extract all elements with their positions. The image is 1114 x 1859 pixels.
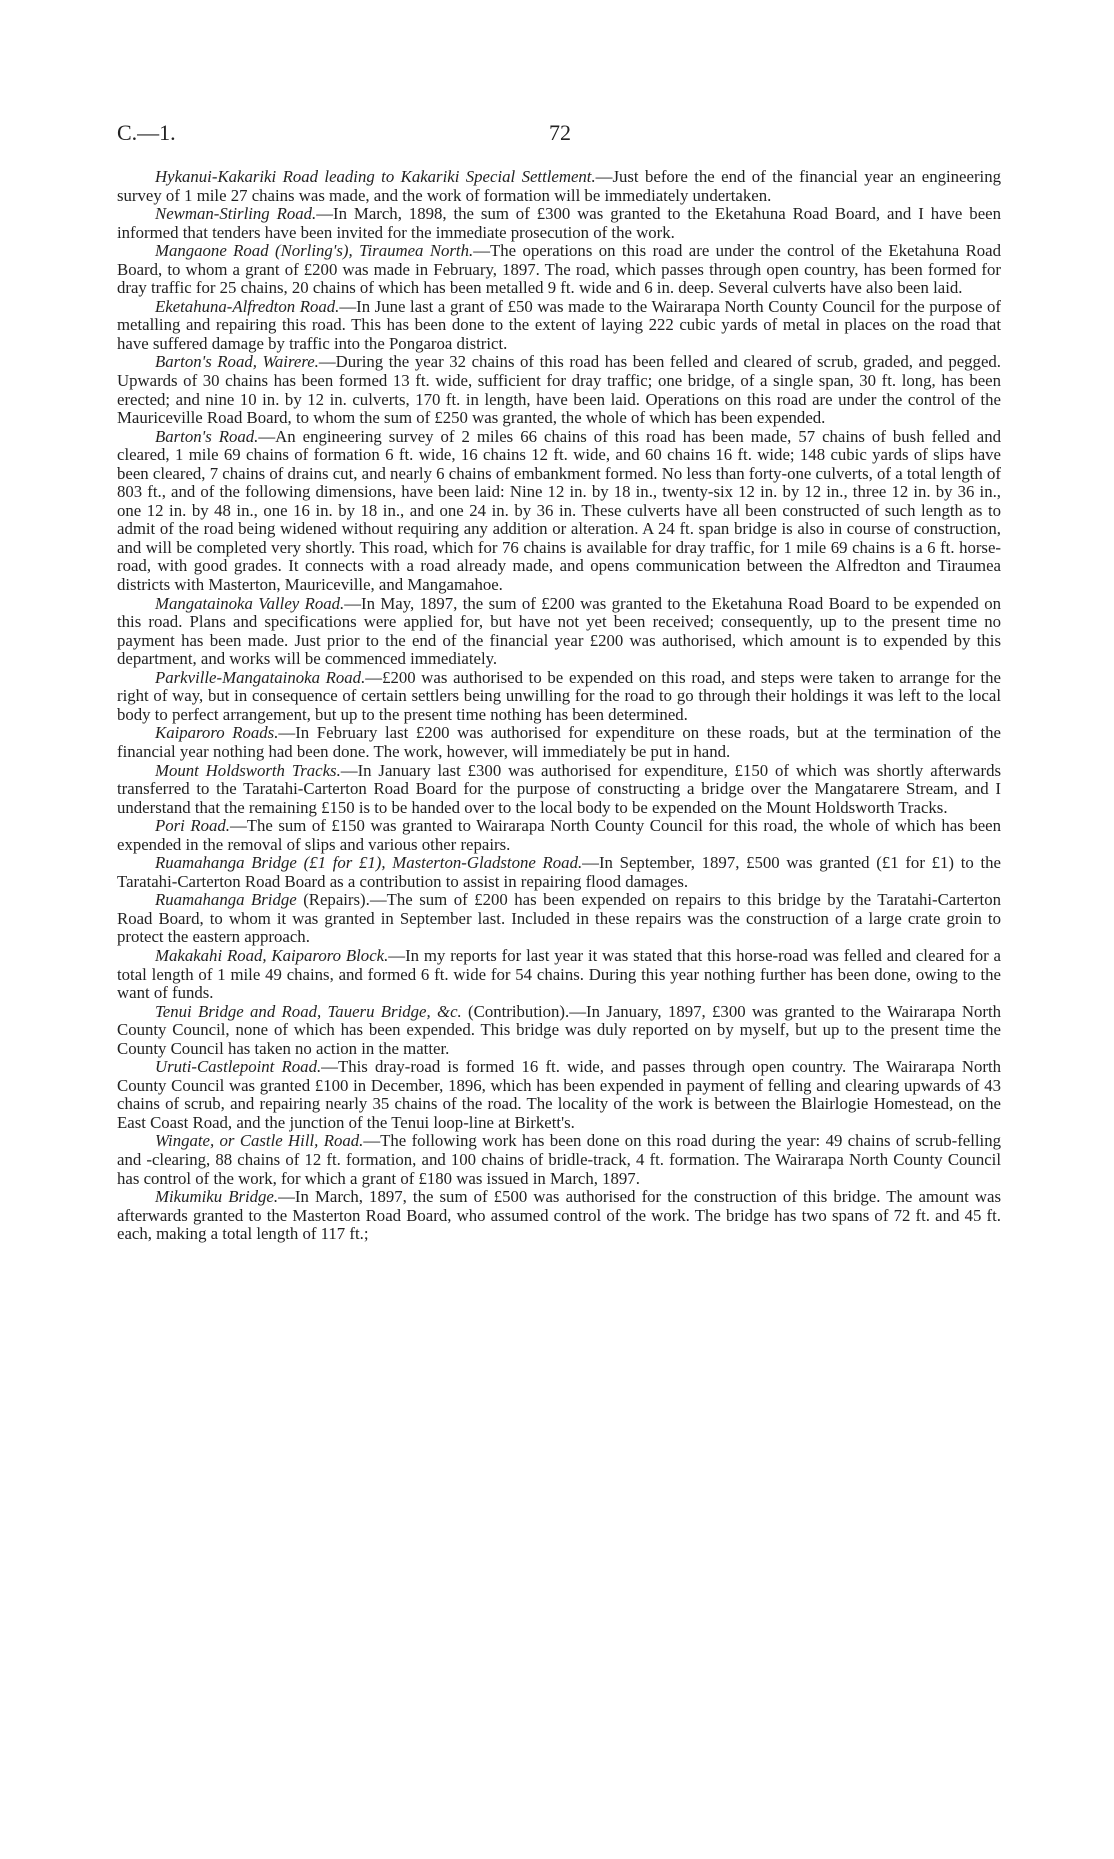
- paragraph-uruti-castlepoint-road: [117, 1058, 1001, 1132]
- paragraph-text: —In March, 1898, the sum of £300 was granted to the Eketahuna Road Board, and I have been informed that tenders have been invited for the immediate prosecution of the work.: [117, 204, 1001, 242]
- paragraph-text: —In February last £200 was authorised for expenditure on these roads, but at the termination of the financial year nothing had been done. The work, however, will immediately be put in hand.: [117, 723, 1002, 761]
- paragraph-title: Mikumiku Bridge.: [155, 1187, 279, 1207]
- paragraph-text: —The following work has been done on this road during the year: 49 chains of scrub-felling and -clearing, 88 chains of 12 ft. formation, and 100 chains of bridle-track, 4 ft. formation. The Wairarapa North County Council has control of the work, for which a grant of £180 was issued in March, 1897.: [117, 1131, 1001, 1188]
- paragraph-title: Newman-Stirling Road.: [155, 204, 317, 224]
- paragraph-title: Mount Holdsworth Tracks.: [155, 760, 341, 780]
- paragraph-parkville-mangatainoka-road: [117, 669, 1001, 725]
- paragraph-text: (Repairs).—The sum of £200 has been expended on repairs to this bridge by the Taratahi-Carterton Road Board, to whom it was granted in September last. Included in these repairs was the construction of a large crate groin to protect the eastern approach.: [117, 890, 1001, 947]
- paragraph-title: Kaiparoro Roads.: [155, 723, 279, 743]
- document-code: C.—1.: [117, 120, 176, 145]
- paragraph-title: Barton's Road.: [155, 426, 259, 446]
- paragraph-title: Ruamahanga Bridge: [155, 890, 297, 910]
- paragraph-ruamahanga-bridge-contribution: [117, 854, 1001, 891]
- page-number: 72: [549, 120, 571, 145]
- paragraph-mount-holdsworth-tracks: [117, 762, 1001, 818]
- document-body: [117, 168, 1001, 1244]
- paragraph-mangaone-road: [117, 242, 1001, 298]
- paragraph-newman-stirling-road: [117, 205, 1001, 242]
- paragraph-title: Mangaone Road (Norling's), Tiraumea North.: [155, 241, 474, 261]
- paragraph-text: —In my reports for last year it was stated that this horse-road was felled and cleared for a total length of 1 mile 49 chains, and formed 6 ft. wide for 54 chains. During this year nothing further has been done, owing to the want of funds.: [117, 945, 1002, 1003]
- paragraph-text: —The sum of £150 was granted to Wairarapa North County Council for this road, the whole of which has been expended in the removal of slips and various other repairs.: [117, 816, 1001, 854]
- paragraph-bartons-road-wairere: [117, 353, 1001, 427]
- paragraph-hykanui-kakariki-road: [117, 168, 1001, 205]
- paragraph-text: —Just before the end of the financial year an engineering survey of 1 mile 27 chains was made, and the work of formation will be immediately undertaken.: [117, 167, 1001, 205]
- paragraph-text: (Contribution).—In January, 1897, £300 was granted to the Wairarapa North County Council, none of which has been expended. This bridge was duly reported on by myself, but up to the present time the County Council has taken no action in the matter.: [117, 1001, 1002, 1058]
- paragraph-text: —The operations on this road are under the control of the Eketahuna Road Board, to whom a grant of £200 was made in February, 1897. The road, which passes through open country, has been formed for dray traffic for 25 chains, 20 chains of which has been metalled 9 ft. wide and 6 in. deep. Several culverts have also been laid.: [117, 241, 1001, 298]
- paragraph-text: —In March, 1897, the sum of £500 was authorised for the construction of this bridge. The amount was afterwards granted to the Masterton Road Board, who assumed control of the work. The bridge has two spans of 72 ft. and 45 ft. each, making a total length of 117 ft.;: [117, 1187, 1001, 1244]
- paragraph-text: —£200 was authorised to be expended on this road, and steps were taken to arrange for the right of way, but in consequence of certain settlers being unwilling for the road to go through their holdings it was left to the local body to perfect arrangement, but up to the present time nothing has been determined.: [117, 667, 1001, 724]
- paragraph-text: —In June last a grant of £50 was made to the Wairarapa North County Council for the purpose of metalling and repairing this road. This has been done to the extent of laying 222 cubic yards of metal in places on the road that have suffered damage by traffic into the Pongaroa district.: [117, 296, 1001, 353]
- paragraph-title: Parkville-Mangatainoka Road.: [155, 667, 366, 687]
- paragraph-mangatainoka-valley-road: [117, 595, 1001, 669]
- paragraph-bartons-road: [117, 428, 1001, 595]
- page-header: [117, 120, 1001, 150]
- paragraph-text: —In May, 1897, the sum of £200 was granted to the Eketahuna Road Board to be expended on this road. Plans and specifications were applied for, but have not yet been received; consequently, up to the present time no payment has been made. Just prior to the end of the financial year £200 was authorised, which amount is to expended by this department, and works will be commenced immediately.: [117, 593, 1002, 669]
- paragraph-tenui-bridge: [117, 1003, 1001, 1059]
- paragraph-text: —This dray-road is formed 16 ft. wide, and passes through open country. The Wairarapa North County Council was granted £100 in December, 1896, which has been expended in payment of felling and clearing upwards of 43 chains of scrub, and repairing nearly 35 chains of the road. The locality of the work is between the Blairlogie Homestead, on the East Coast Road, and the junction of the Tenui loop-line at Birkett's.: [117, 1057, 1002, 1132]
- paragraph-text: —In January last £300 was authorised for expenditure, £150 of which was shortly afterwards transferred to the Taratahi-Carterton Road Board for the purpose of constructing a bridge over the Mangatarere Stream, and I understand that the remaining £150 is to be handed over to the local body to be expended on the Mount Holdsworth Tracks.: [117, 760, 1002, 817]
- paragraph-kaiparoro-roads: [117, 724, 1001, 761]
- paragraph-title: Pori Road.: [155, 816, 230, 836]
- paragraph-title: Hykanui-Kakariki Road leading to Kakariki Special Settlement.: [155, 167, 596, 186]
- paragraph-title: Makakahi Road, Kaiparoro Block.: [155, 945, 389, 965]
- paragraph-pori-road: [117, 817, 1001, 854]
- paragraph-makakahi-road: [117, 947, 1001, 1003]
- paragraph-text: —In September, 1897, £500 was granted (£1 for £1) to the Taratahi-Carterton Road Board as a contribution to assist in repairing flood damages.: [117, 853, 1001, 891]
- paragraph-title: Wingate, or Castle Hill, Road.: [155, 1131, 364, 1151]
- paragraph-title: Mangatainoka Valley Road.: [155, 593, 345, 613]
- paragraph-title: Uruti-Castlepoint Road.: [155, 1057, 322, 1077]
- paragraph-title: Ruamahanga Bridge (£1 for £1), Masterton-Gladstone Road.: [155, 853, 583, 873]
- paragraph-title: Barton's Road, Wairere.: [155, 352, 319, 372]
- paragraph-wingate-road: [117, 1132, 1001, 1188]
- paragraph-ruamahanga-bridge-repairs: [117, 891, 1001, 947]
- paragraph-eketahuna-alfredton-road: [117, 298, 1001, 354]
- paragraph-title: Eketahuna-Alfredton Road.: [155, 296, 340, 316]
- paragraph-title: Tenui Bridge and Road, Taueru Bridge, &c.: [155, 1001, 462, 1021]
- paragraph-text: —An engineering survey of 2 miles 66 chains of this road has been made, 57 chains of bush felled and cleared, 1 mile 69 chains of formation 6 ft. wide, 16 chains 12 ft. wide, and 60 chains 16 ft. wide; 148 cubic yards of slips have been cleared, 7 chains of drains cut, and nearly 6 chains of embankment formed. No less than forty-one culverts, of a total length of 803 ft., and of the following dimensions, have been laid: Nine 12 in. by 18 in., twenty-six 12 in. by 12 in., three 12 in. by 36 in., one 12 in. by 48 in., one 16 in. by 18 in., and one 24 in. by 36 in. These culverts have all been constructed of such length as to admit of the road being widened without requiring any addition or alteration. A 24 ft. span bridge is also in course of construction, and will be completed very shortly. This road, which for 76 chains is available for dray traffic, for 1 mile 69 chains is a 6 ft. horse-road, with good grades. It connects with a road already made, and opens communication between the Alfredton and Tiraumea districts with Masterton, Mauriceville, and Mangamahoe.: [117, 426, 1001, 595]
- paragraph-mikumiku-bridge: [117, 1188, 1001, 1244]
- paragraph-text: —During the year 32 chains of this road has been felled and cleared of scrub, graded, and pegged. Upwards of 30 chains has been formed 13 ft. wide, sufficient for dray traffic; one bridge, of a single span, 30 ft. long, has been erected; and nine 10 in. by 12 in. culverts, 170 ft. in length, have been laid. Operations on this road are under the control of the Mauriceville Road Board, to whom the sum of £250 was granted, the whole of which has been expended.: [117, 352, 1001, 428]
